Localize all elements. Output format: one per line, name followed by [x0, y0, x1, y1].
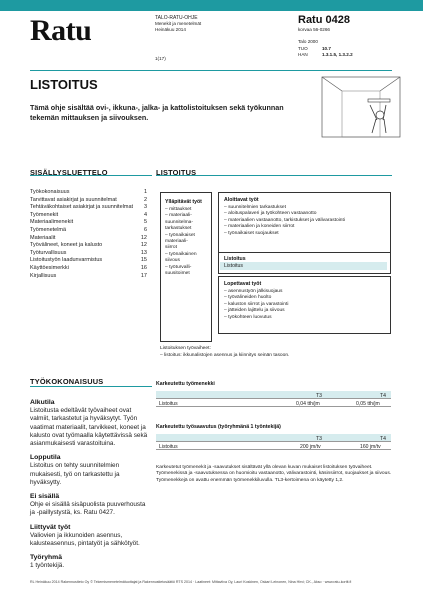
process-note [160, 346, 289, 359]
process-list-item: – työnaikainen [165, 251, 197, 257]
process-list-item: – asennustyön jälkisuojaus [224, 289, 283, 294]
toc-item [30, 242, 147, 250]
toc-item [30, 227, 147, 235]
process-list-item: – materiaalien ja koneiden siirrot [224, 224, 295, 230]
process-list-item: – työvälineiden huolto [224, 295, 272, 301]
toc-item [30, 204, 147, 212]
table1-row [156, 399, 391, 407]
toc-item-label: Työturvallisuus [30, 249, 67, 256]
process-list-item: – kaluston siirrot ja varastointi [224, 301, 289, 307]
header-code-block [298, 14, 353, 58]
toc-item-page: 16 [140, 264, 147, 271]
process-list-item: – jätteiden lajittelu ja siivous [224, 308, 285, 314]
toc-item-label: Materiaalimenekit [30, 219, 74, 226]
table1-header-row [156, 391, 391, 399]
table1-col1: T3 [316, 392, 322, 399]
toc-item [30, 197, 147, 205]
main-work-title: Listoitus [224, 256, 246, 262]
toc-item [30, 273, 147, 281]
table-of-contents [30, 189, 147, 280]
toc-item-label: Työmenetelmä [30, 226, 67, 233]
toc-item-page: 3 [143, 204, 147, 211]
toc-item-page: 6 [143, 226, 147, 233]
end-work-box [218, 276, 391, 334]
higher-work-box [160, 192, 212, 342]
toc-item-page: 12 [140, 242, 147, 249]
start-work-title: Aloittavat työt [224, 197, 259, 203]
top-accent-bar [0, 0, 423, 11]
toc-item-label: Kirjallisuus [30, 272, 57, 279]
process-list-item: – työkohteen luovutus [224, 314, 272, 320]
toc-item-label: Tarvittavat asiakirjat ja suunnitelmat [30, 196, 117, 203]
main-work-highlight [220, 262, 387, 270]
work-section-text: 1 työntekijä. [30, 562, 65, 570]
start-work-box [218, 192, 391, 260]
higher-work-title: Ylläpitävät työt [165, 199, 202, 205]
header-date: Heinäkuu 2014 [155, 27, 186, 33]
table1 [156, 391, 391, 407]
toc-item-label: Työmenekit [30, 211, 59, 218]
process-list-item: – työnaikaiset suojaukset [224, 230, 279, 236]
worker-illustration [320, 75, 402, 139]
table2-col2: T4 [380, 435, 386, 442]
process-list-item: suusitoimet [165, 271, 190, 277]
toc-item [30, 219, 147, 227]
document-code: Ratu 0428 [298, 14, 350, 26]
work-section-text: Listoitus on tehty suunnitelmien mukaisesti, työ on tarkastettu ja hyväksytty. [30, 462, 120, 486]
main-work-item: Listoitus [224, 263, 244, 269]
process-list-item: materiaali- [165, 239, 188, 245]
toc-item-page: 1 [143, 189, 147, 195]
replaces-note: korvaa 56-0266 [298, 27, 330, 32]
work-section-text: Listoitusta edeltävät työvaiheet ovat valmiit, tarkastetut ja hyväksytyt. Työn vaatimat materiaalit, tarvikkeet, koneet ja kalusto ovat työmaalla käytettävissä sekä asianmukaisesti varastoituina. [30, 407, 148, 448]
toc-item-page: 17 [140, 272, 147, 279]
page-footer: RL Heinäkuu 2014 Rakennustieto Oy © Tekemismenetelmätuottajat ja Rakennustietosäätiö RTS 2014 · Laatineet: Mittaviiva Oy, Lauri Koskinen, Oskari Leinonen, Nina Hirvi; CK., Akso · www.ratu-kortit.fi [30, 580, 352, 584]
process-list-item: – materiaalien vastaanotto, tarkistukset ja välivarastointi [224, 217, 345, 223]
work-section-title: Alkutila [30, 399, 55, 406]
table2 [156, 434, 391, 450]
higher-work-list [165, 207, 207, 277]
work-section-text: Ohje ei sisällä sisäpuolista puuverhousta ja -paillystystä, ks. Ratu 0427. [30, 501, 146, 517]
toc-item [30, 250, 147, 258]
header-org: TALO-RATU-OHJE [155, 15, 198, 21]
han-value: 1.3.1.5, 1.3.2.2 [322, 51, 353, 57]
note-item: – listoitus: ikkunalistojen asennus ja kiinnitys seinän tasoon. [160, 352, 290, 358]
header-type: Menekit ja menetelmät [155, 21, 202, 27]
process-list-item: – mittaukset [165, 207, 192, 212]
table2-header-row [156, 434, 391, 442]
ratu-logo: Ratu [30, 14, 92, 47]
table2-title: Karkeutettu työsaavutus (työryhmänä 1 työntekijä) [156, 424, 281, 430]
process-list-item: siivous [165, 258, 180, 264]
page-number: 1(17) [155, 56, 166, 61]
toc-item-label: Työvälineet, koneet ja kalusto [30, 242, 103, 249]
table1-col2: T4 [380, 392, 386, 399]
end-work-title: Lopettavat työt [224, 281, 262, 287]
table2-value1: 200 jm/tv [300, 443, 321, 450]
process-list-item: – suunnitelmien tarkastukset [224, 205, 286, 210]
talo-classification: Talo 2000 [298, 39, 318, 45]
toc-item-page: 2 [143, 196, 147, 203]
work-rule [30, 386, 152, 387]
toc-item-label: Käyttöesimerkki [30, 264, 69, 271]
toc-item [30, 189, 147, 197]
toc-item-page: 15 [140, 257, 147, 264]
toc-item-page: 12 [140, 234, 147, 241]
process-list-item: – aloituspalaveri ja työkohteen vastaanotto [224, 211, 317, 217]
han-row [298, 52, 353, 58]
toc-item-page: 5 [143, 219, 147, 226]
process-list-item: tarkastukset [165, 226, 192, 232]
toc-item [30, 212, 147, 220]
process-list-item: – materiaali- [165, 213, 192, 219]
page-title: LISTOITUS [30, 77, 98, 92]
process-list-item: – työnaikaiset [165, 232, 195, 238]
work-sections [30, 393, 151, 571]
toc-item-page: 13 [140, 249, 147, 256]
toc-item-label: Materiaalit [30, 234, 56, 241]
work-section-title: Lopputila [30, 454, 61, 462]
description-text: Karkeutetut työmenekit ja -saavutukset sisältävät yllä olevan kuvan mukaiset listoituksen työvaiheet. Työmenekissä ja -saavutuksessa on huomioitu vastaanotto, välivarastointi, käsinsiirrot, suojaukset ja siivous. Työmenekkejä on avattu enemmän työmenekkiluvulla. TL3-kertoimena on käytetty 1,2. [156, 465, 392, 483]
toc-item [30, 265, 147, 273]
process-list-item: – työturvalli- [165, 264, 192, 270]
process-list-item: suunnitelma- [165, 219, 193, 225]
work-section-title: Liittyvät työt [30, 523, 71, 531]
han-key: HAN [298, 51, 308, 57]
work-heading: TYÖKOKONAISUUS [30, 377, 104, 386]
table2-row-label: Listoitus [159, 443, 178, 450]
process-list-item: siirrot [165, 245, 177, 251]
table1-row-label: Listoitus [159, 400, 178, 407]
toc-item-page: 4 [143, 211, 147, 218]
table2-col1: T3 [316, 435, 322, 442]
table2-value2: 160 jm/tv [360, 443, 381, 450]
table1-value2: 0,05 tth/jm [356, 400, 380, 407]
process-heading: LISTOITUS [156, 168, 197, 177]
table2-row [156, 442, 391, 450]
work-section-text: Valiovien ja ikkunoiden asennus, kalusteasennus, pintatyöt ja sähkötyöt. [30, 531, 140, 548]
toc-heading: SISÄLLYSLUETTELO [30, 168, 108, 177]
toc-item [30, 257, 147, 265]
toc-item [30, 235, 147, 243]
note-title: Listoituksen työvaiheet: [160, 346, 211, 351]
work-section-title: Työryhmä [30, 554, 62, 562]
toc-item-label: Tehtäväkohtaiset asiakirjat ja suunnitelmat [30, 204, 134, 211]
header-divider [30, 70, 392, 71]
tuo-value: 10.7 [322, 45, 331, 51]
toc-item-label: Listoitustyön laadunvarmistus [30, 257, 103, 264]
start-work-list [224, 205, 385, 237]
table1-value1: 0,04 tth/jm [296, 400, 320, 407]
header-info [155, 15, 201, 34]
toc-item-label: Työkokonaisuus [30, 189, 70, 195]
table1-title: Karkeutettu työmenekki [156, 381, 215, 387]
intro-text: Tämä ohje sisältää ovi-, ikkuna-, jalka- ja kattolistoituksen sekä työkunnan tekemän mittauksen ja siivouksen. [30, 103, 284, 122]
end-work-list [224, 289, 385, 321]
tuo-key: TUO [298, 45, 308, 51]
work-section-title: Ei sisällä [30, 493, 60, 501]
